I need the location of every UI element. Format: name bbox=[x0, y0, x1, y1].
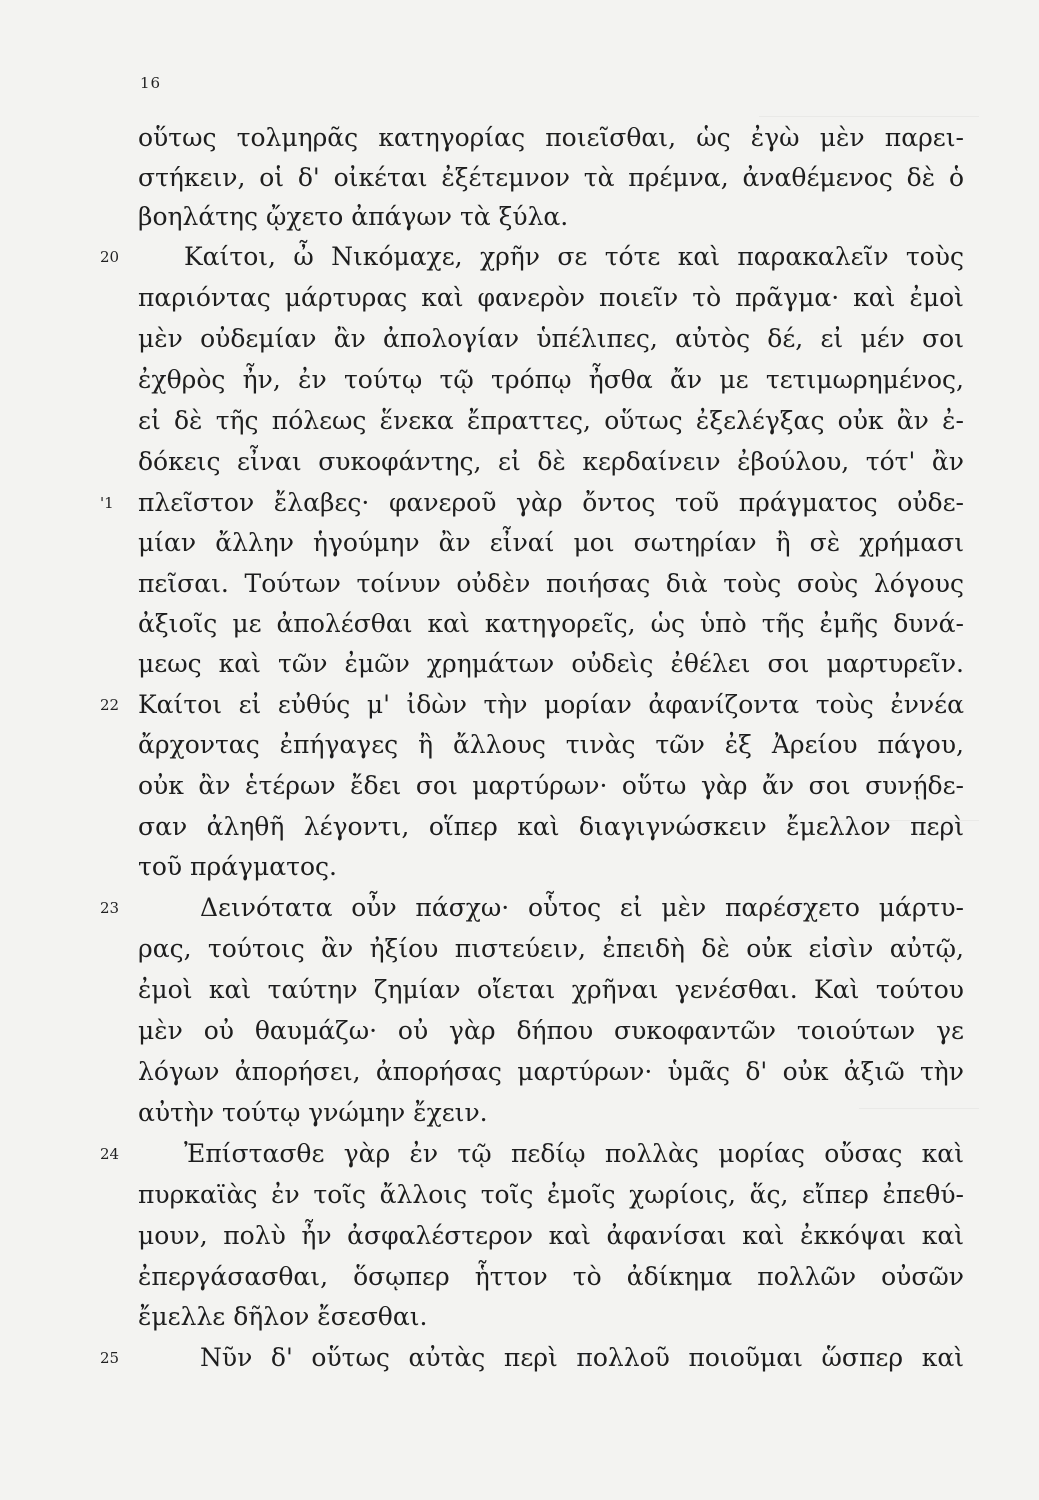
text-line: αὐτὴν τούτῳ γνώμην ἔχειν. bbox=[138, 1098, 488, 1127]
bleed-through-mark bbox=[759, 116, 979, 117]
text-line: λόγων ἀπορήσει, ἀπορήσας μαρτύρων· ὑμᾶς δ' οὐκ ἀξιῶ τὴν bbox=[138, 1057, 964, 1086]
text-line: ἀξιοῖς με ἀπολέσθαι καὶ κατηγορεῖς, ὡς ὑπὸ τῆς ἐμῆς δυνά- bbox=[138, 609, 964, 638]
text-line: πλεῖστον ἔλαβες· φανεροῦ γὰρ ὄντος τοῦ πράγματος οὐδε- bbox=[138, 488, 964, 517]
section-marker-25: 25 bbox=[100, 1349, 120, 1367]
section-marker-22: 22 bbox=[100, 696, 120, 714]
section-marker-23: 23 bbox=[100, 899, 120, 917]
text-line: Ἐπίστασθε γὰρ ἐν τῷ πεδίῳ πολλὰς μορίας οὔσας καὶ bbox=[184, 1139, 964, 1168]
text-line: Δεινότατα οὖν πάσχω· οὗτος εἰ μὲν παρέσχετο μάρτυ- bbox=[200, 893, 964, 922]
text-line: σαν ἀληθῆ λέγοντι, οἵπερ καὶ διαγιγνώσκειν ἔμελλον περὶ bbox=[138, 812, 964, 841]
text-line: Καίτοι, ὦ Νικόμαχε, χρῆν σε τότε καὶ παρακαλεῖν τοὺς bbox=[184, 242, 964, 271]
text-line: ἐμοὶ καὶ ταύτην ζημίαν οἴεται χρῆναι γενέσθαι. Καὶ τούτου bbox=[138, 975, 964, 1004]
text-line: ἄρχοντας ἐπήγαγες ἢ ἄλλους τινὰς τῶν ἐξ Ἀρείου πάγου, bbox=[138, 730, 964, 759]
text-line: πεῖσαι. Τούτων τοίνυν οὐδὲν ποιήσας διὰ τοὺς σοὺς λόγους bbox=[138, 569, 964, 598]
text-line: παριόντας μάρτυρας καὶ φανερὸν ποιεῖν τὸ πρᾶγμα· καὶ ἐμοὶ bbox=[138, 283, 964, 312]
text-line: ρας, τούτοις ἂν ἠξίου πιστεύειν, ἐπειδὴ δὲ οὐκ εἰσὶν αὐτῷ, bbox=[138, 934, 964, 963]
text-line: δόκεις εἶναι συκοφάντης, εἰ δὲ κερδαίνειν ἐβούλου, τότ' ἂν bbox=[138, 447, 964, 476]
text-line: οὕτως τολμηρᾶς κατηγορίας ποιεῖσθαι, ὡς ἐγὼ μὲν παρει- bbox=[138, 123, 964, 152]
text-line: οὐκ ἂν ἑτέρων ἔδει σοι μαρτύρων· οὕτω γὰρ ἄν σοι συνῄδε- bbox=[138, 771, 964, 800]
text-line: στήκειν, οἱ δ' οἰκέται ἐξέτεμνον τὰ πρέμνα, ἀναθέμενος δὲ ὁ bbox=[138, 163, 964, 192]
text-line: πυρκαϊὰς ἐν τοῖς ἄλλοις τοῖς ἐμοῖς χωρίοις, ἅς, εἴπερ ἐπεθύ- bbox=[138, 1180, 964, 1209]
text-line: τοῦ πράγματος. bbox=[138, 852, 337, 881]
text-line: μεως καὶ τῶν ἐμῶν χρημάτων οὐδεὶς ἐθέλει σοι μαρτυρεῖν. bbox=[138, 649, 964, 678]
text-line: ἐπεργάσασθαι, ὅσῳπερ ἧττον τὸ ἀδίκημα πολλῶν οὐσῶν bbox=[138, 1262, 964, 1291]
text-line: Καίτοι εἰ εὐθύς μ' ἰδὼν τὴν μορίαν ἀφανίζοντα τοὺς ἐννέα bbox=[138, 690, 964, 719]
text-line: Νῦν δ' οὕτως αὐτὰς περὶ πολλοῦ ποιοῦμαι ὥσπερ καὶ bbox=[200, 1343, 964, 1372]
text-line: ἔμελλε δῆλον ἔσεσθαι. bbox=[138, 1302, 428, 1331]
text-line: βοηλάτης ᾤχετο ἀπάγων τὰ ξύλα. bbox=[138, 202, 569, 231]
section-marker-21: '1 bbox=[100, 494, 114, 512]
page-number: 16 bbox=[140, 74, 162, 92]
text-line: μουν, πολὺ ἦν ἀσφαλέστερον καὶ ἀφανίσαι καὶ ἐκκόψαι καὶ bbox=[138, 1221, 964, 1250]
text-line: μὲν οὐδεμίαν ἂν ἀπολογίαν ὑπέλιπες, αὐτὸς δέ, εἰ μέν σοι bbox=[138, 324, 964, 353]
text-line: μὲν οὐ θαυμάζω· οὐ γὰρ δήπου συκοφαντῶν τοιούτων γε bbox=[138, 1016, 964, 1045]
text-line: μίαν ἄλλην ἡγούμην ἂν εἶναί μοι σωτηρίαν ἢ σὲ χρήμασι bbox=[138, 528, 964, 557]
text-line: ἐχθρὸς ἦν, ἐν τούτῳ τῷ τρόπῳ ἦσθα ἄν με τετιμωρημένος, bbox=[138, 365, 964, 394]
section-marker-24: 24 bbox=[100, 1145, 120, 1163]
text-line: εἰ δὲ τῆς πόλεως ἕνεκα ἔπραττες, οὕτως ἐξελέγξας οὐκ ἂν ἐ- bbox=[138, 406, 964, 435]
section-marker-20: 20 bbox=[100, 248, 120, 266]
